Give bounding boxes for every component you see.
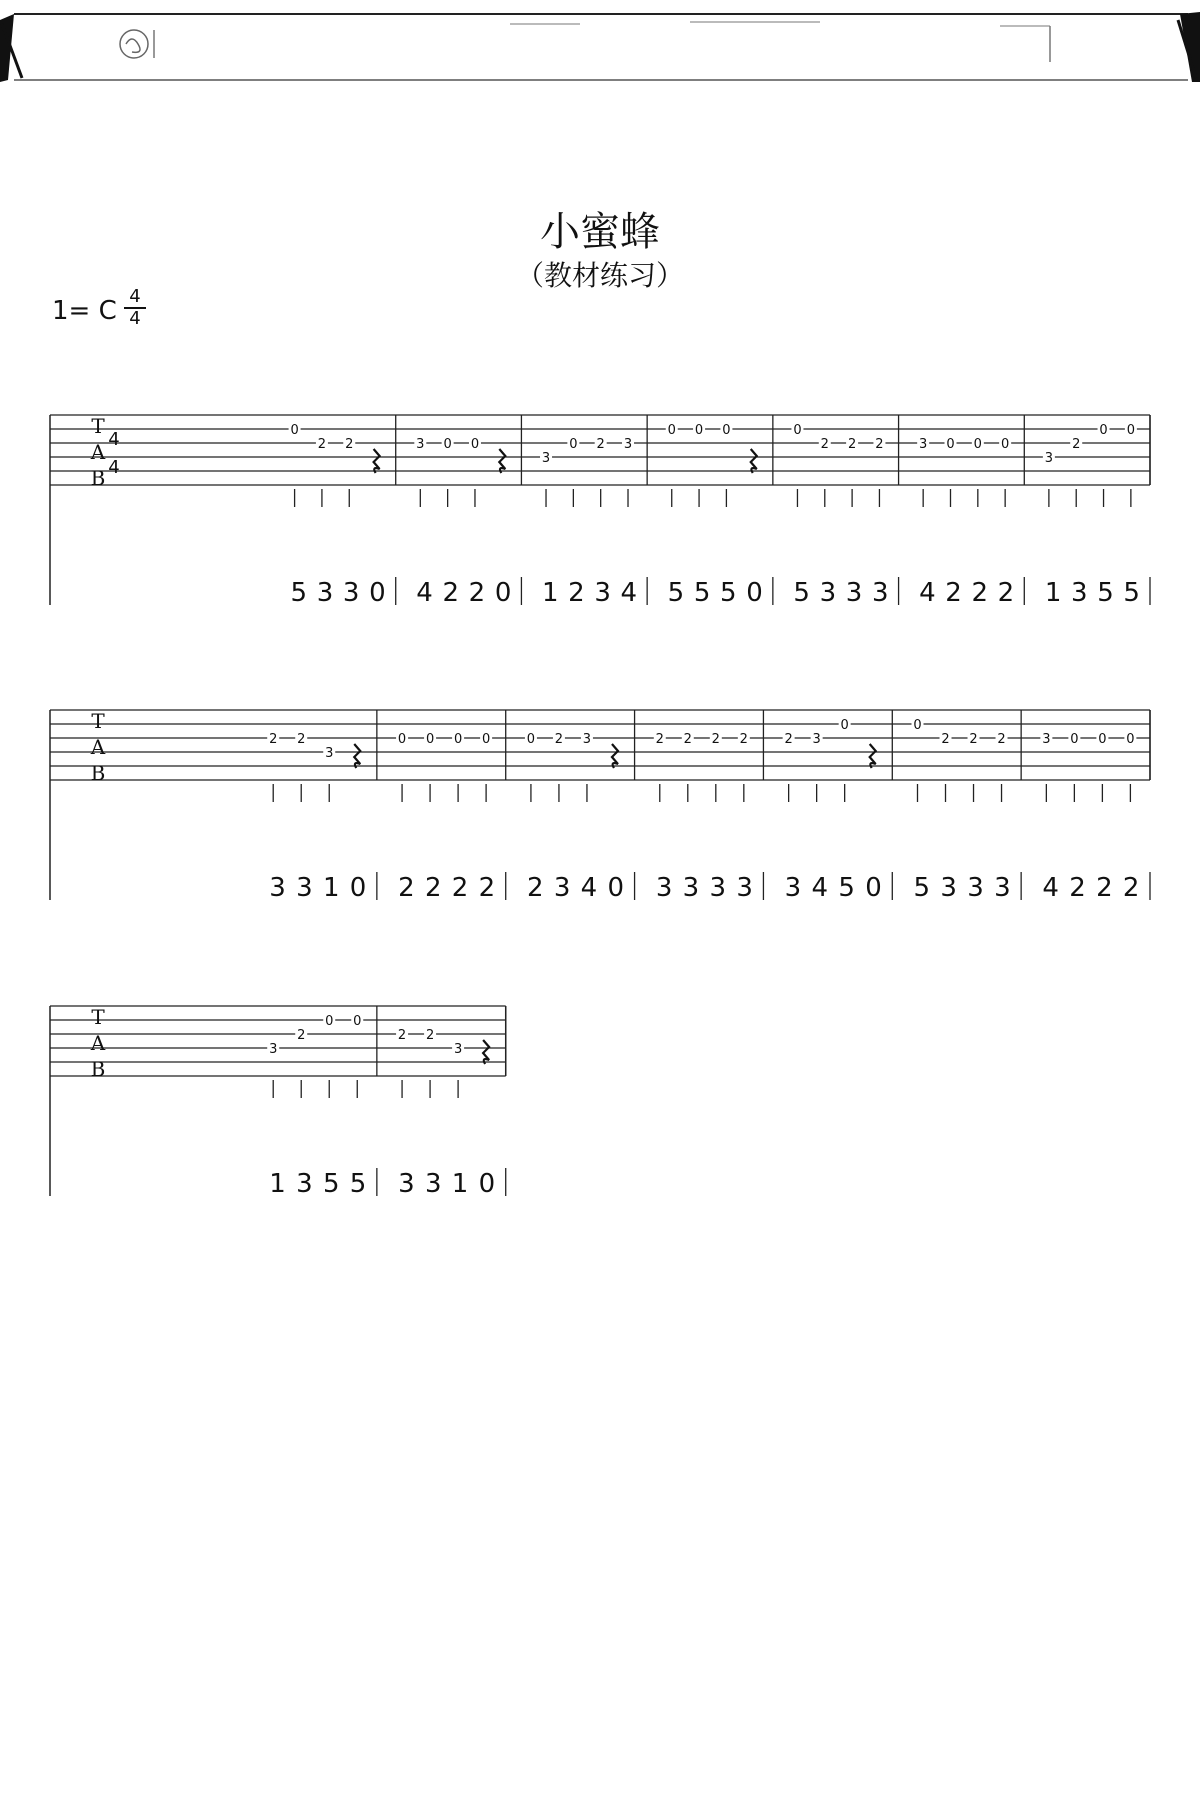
- tab-fret-number: 0: [946, 437, 955, 452]
- tab-fret-number: 2: [269, 732, 278, 747]
- tab-fret-number: 2: [554, 732, 564, 747]
- tab-fret-number: 2: [820, 437, 829, 452]
- tab-fret-number: 2: [425, 1028, 435, 1043]
- tab-system: [50, 710, 1150, 900]
- jianpu-digit: 0: [349, 873, 367, 903]
- jianpu-digit: 3: [316, 578, 334, 608]
- jianpu-digit: 5: [349, 1169, 367, 1199]
- jianpu-digit: 5: [667, 578, 685, 608]
- tab-clef-letter: A: [90, 735, 106, 759]
- jianpu-digit: 3: [424, 1169, 442, 1199]
- jianpu-digit: 3: [269, 873, 286, 903]
- tab-system: [50, 1006, 506, 1196]
- quarter-rest: [374, 449, 380, 473]
- jianpu-digit: 2: [1069, 873, 1086, 903]
- tab-fret-number: 2: [875, 437, 884, 452]
- tab-fret-number: 3: [623, 437, 633, 452]
- tab-fret-number: 0: [353, 1014, 362, 1029]
- tab-fret-number: 0: [443, 437, 452, 452]
- jianpu-digit: 5: [913, 873, 931, 903]
- jianpu-digit: 5: [290, 578, 308, 608]
- jianpu-digit: 3: [994, 873, 1011, 903]
- tab-clef-letter: B: [90, 1057, 106, 1081]
- jianpu-digit: 2: [451, 873, 469, 903]
- jianpu-digit: 5: [1123, 578, 1140, 608]
- jianpu-digit: 5: [838, 873, 855, 903]
- tab-fret-number: 3: [416, 437, 425, 452]
- jianpu-digit: 3: [553, 873, 571, 903]
- jianpu-digit: 5: [322, 1169, 340, 1199]
- jianpu-digit: 1: [541, 578, 559, 608]
- jianpu-digit: 4: [811, 873, 829, 903]
- tab-fret-number: 0: [1099, 423, 1108, 438]
- quarter-rest: [483, 1040, 489, 1064]
- tab-fret-number: 0: [913, 718, 922, 733]
- tab-fret-number: 2: [941, 732, 950, 747]
- jianpu-digit: 2: [442, 578, 459, 608]
- tab-fret-number: 3: [919, 437, 928, 452]
- jianpu-digit: 1: [269, 1169, 286, 1199]
- jianpu-digit: 0: [494, 578, 512, 608]
- jianpu-digit: 4: [416, 578, 433, 608]
- tab-fret-number: 3: [812, 732, 821, 747]
- tab-fret-number: 3: [541, 451, 551, 466]
- tab-fret-number: 2: [847, 437, 857, 452]
- tab-fret-number: 0: [1126, 423, 1136, 438]
- tab-fret-number: 2: [655, 732, 664, 747]
- tab-clef-letter: T: [91, 1005, 105, 1029]
- tab-fret-number: 2: [397, 1028, 407, 1043]
- tab-fret-number: 0: [973, 437, 982, 452]
- jianpu-digit: 2: [568, 578, 585, 608]
- jianpu-digit: 3: [296, 873, 313, 903]
- tab-fret-number: 3: [269, 1042, 278, 1057]
- jianpu-digit: 3: [398, 1169, 415, 1199]
- jianpu-digit: 2: [971, 578, 989, 608]
- jianpu-digit: 2: [468, 578, 486, 608]
- tab-fret-number: 0: [569, 437, 578, 452]
- tab-fret-number: 0: [1098, 732, 1107, 747]
- tab-fret-number: 0: [425, 732, 435, 747]
- jianpu-digit: 5: [693, 578, 711, 608]
- jianpu-digit: 1: [451, 1169, 469, 1199]
- jianpu-digit: 2: [526, 873, 544, 903]
- jianpu-digit: 5: [720, 578, 737, 608]
- jianpu-digit: 1: [1044, 578, 1062, 608]
- tab-fret-number: 3: [1044, 451, 1054, 466]
- quarter-rest: [354, 744, 360, 768]
- tab-fret-number: 2: [297, 732, 306, 747]
- tab-clef-letter: B: [90, 466, 106, 490]
- tab-fret-number: 0: [325, 1014, 334, 1029]
- score-subtitle: （教材练习）: [515, 259, 684, 292]
- jianpu-digit: 1: [322, 873, 340, 903]
- tab-fret-number: 2: [739, 732, 748, 747]
- tab-fret-number: 2: [297, 1028, 306, 1043]
- tab-fret-number: 0: [722, 423, 731, 438]
- jianpu-digit: 3: [940, 873, 957, 903]
- tab-fret-number: 2: [969, 732, 978, 747]
- time-signature-bottom: 4: [129, 308, 141, 329]
- jianpu-digit: 3: [709, 873, 727, 903]
- jianpu-digit: 0: [746, 578, 763, 608]
- tab-clef-letter: A: [90, 1031, 106, 1055]
- tab-fret-number: 0: [453, 732, 463, 747]
- jianpu-digit: 5: [793, 578, 810, 608]
- jianpu-digit: 3: [1071, 578, 1088, 608]
- header-banner: [0, 8, 1200, 82]
- jianpu-digit: 2: [1122, 873, 1140, 903]
- tab-fret-number: 0: [481, 732, 491, 747]
- jianpu-digit: 3: [871, 578, 889, 608]
- jianpu-digit: 3: [682, 873, 700, 903]
- jianpu-digit: 3: [784, 873, 802, 903]
- jianpu-digit: 2: [945, 578, 962, 608]
- tab-fret-number: 2: [997, 732, 1006, 747]
- tab-fret-number: 2: [711, 732, 720, 747]
- tab-fret-number: 2: [784, 732, 793, 747]
- jianpu-digit: 0: [607, 873, 625, 903]
- jianpu-digit: 3: [967, 873, 984, 903]
- jianpu-digit: 5: [1097, 578, 1114, 608]
- jianpu-digit: 3: [342, 578, 360, 608]
- jianpu-digit: 4: [580, 873, 598, 903]
- tab-fret-number: 0: [1126, 732, 1135, 747]
- tab-fret-number: 0: [526, 732, 536, 747]
- quarter-rest: [751, 449, 757, 473]
- tab-fret-number: 0: [470, 437, 480, 452]
- tab-fret-number: 3: [325, 746, 334, 761]
- jianpu-digit: 3: [819, 578, 837, 608]
- time-signature-top: 4: [129, 286, 141, 307]
- tab-fret-number: 0: [694, 423, 704, 438]
- jianpu-digit: 3: [296, 1169, 313, 1199]
- jianpu-digit: 3: [655, 873, 673, 903]
- jianpu-digit: 3: [736, 873, 753, 903]
- tab-fret-number: 0: [290, 423, 299, 438]
- jianpu-digit: 3: [845, 578, 863, 608]
- tab-fret-number: 3: [582, 732, 592, 747]
- jianpu-digit: 4: [1042, 873, 1059, 903]
- tab-fret-number: 0: [793, 423, 802, 438]
- tab-fret-number: 0: [1001, 437, 1010, 452]
- tab-clef-letter: A: [90, 440, 106, 464]
- jianpu-digit: 2: [424, 873, 442, 903]
- score-title: 小蜜蜂: [540, 209, 660, 255]
- tab-clef-letter: B: [90, 761, 106, 785]
- jianpu-digit: 3: [594, 578, 611, 608]
- jianpu-digit: 2: [478, 873, 496, 903]
- jianpu-digit: 2: [1096, 873, 1113, 903]
- jianpu-digit: 4: [919, 578, 936, 608]
- key-signature: 1= C: [52, 296, 117, 326]
- tab-time-signature-bottom: 4: [108, 457, 120, 478]
- tab-fret-number: 3: [1042, 732, 1051, 747]
- tab-fret-number: 2: [345, 437, 354, 452]
- quarter-rest: [499, 449, 505, 473]
- jianpu-digit: 2: [398, 873, 415, 903]
- jianpu-digit: 4: [620, 578, 638, 608]
- tab-fret-number: 2: [596, 437, 605, 452]
- tab-time-signature-top: 4: [108, 429, 120, 450]
- tab-fret-number: 3: [453, 1042, 463, 1057]
- quarter-rest: [612, 744, 618, 768]
- tab-clef-letter: T: [91, 709, 105, 733]
- tab-fret-number: 2: [317, 437, 327, 452]
- tab-fret-number: 0: [397, 732, 407, 747]
- jianpu-digit: 0: [478, 1169, 496, 1199]
- tab-fret-number: 0: [667, 423, 676, 438]
- tab-clef-letter: T: [91, 414, 105, 438]
- jianpu-digit: 0: [369, 578, 386, 608]
- tab-fret-number: 0: [1070, 732, 1079, 747]
- jianpu-digit: 2: [997, 578, 1015, 608]
- tab-fret-number: 2: [683, 732, 692, 747]
- jianpu-digit: 0: [865, 873, 882, 903]
- tab-fret-number: 0: [840, 718, 849, 733]
- quarter-rest: [870, 744, 876, 768]
- tab-fret-number: 2: [1072, 437, 1081, 452]
